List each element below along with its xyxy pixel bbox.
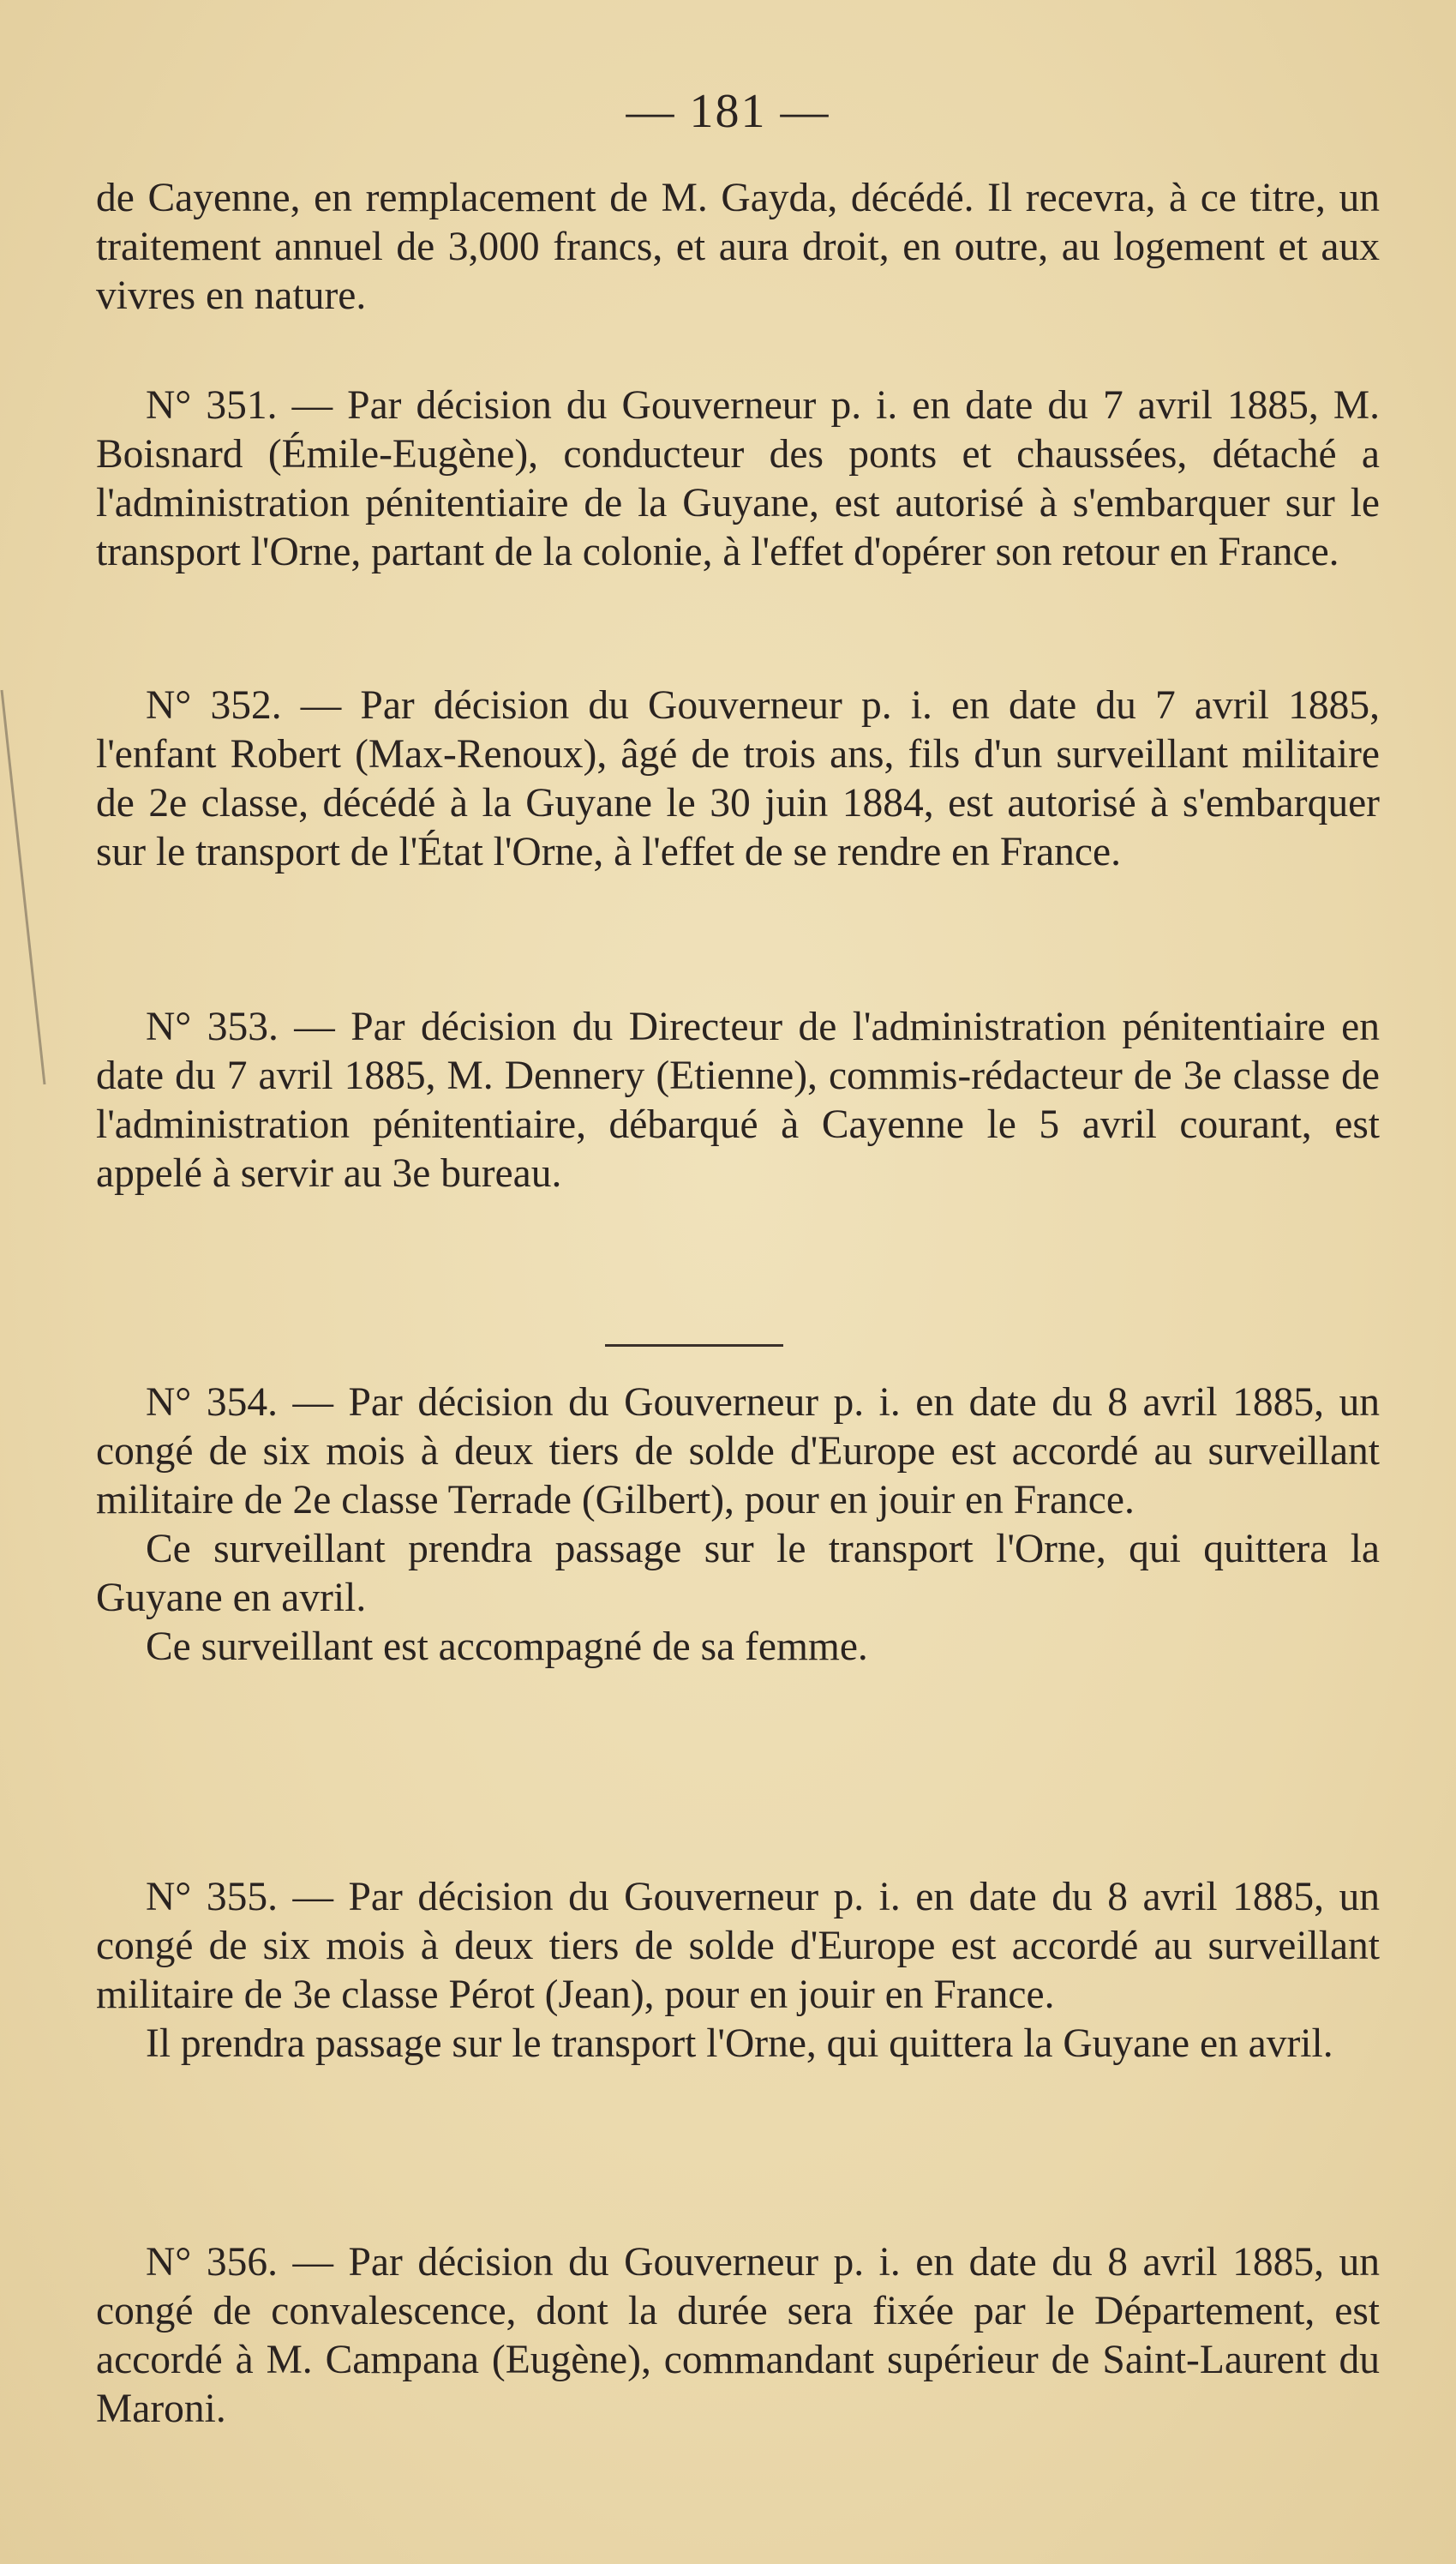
- entry-351: [96, 381, 1380, 577]
- entry-354: [96, 1378, 1380, 1672]
- entry-text: N° 354. — Par décision du Gouverneur p. i. en date du 8 avril 1885, un congé de six mois à deux tiers de solde d'Europe est accordé au surveillant militaire de 2e classe Terrade (Gilbert), pour en jouir en France.: [96, 1380, 1380, 1522]
- entry-text: Ce surveillant prendra passage sur le transport l'Orne, qui quittera la Guyane en avril.: [96, 1527, 1380, 1620]
- entry-353: [96, 1003, 1380, 1198]
- entry-text: N° 352. — Par décision du Gouverneur p. i. en date du 7 avril 1885, l'enfant Robert (Max-Renoux), âgé de trois ans, fils d'un surveillant militaire de 2e classe, décédé à la Guyane le 30 juin 1884, est autorisé à s'embarquer sur le transport de l'État l'Orne, à l'effet de se rendre en France.: [96, 683, 1380, 874]
- entry-356: [96, 2238, 1380, 2434]
- entry-text: N° 355. — Par décision du Gouverneur p. i. en date du 8 avril 1885, un congé de six mois à deux tiers de solde d'Europe est accordé au surveillant militaire de 3e classe Pérot (Jean), pour en jouir en France.: [96, 1875, 1380, 2017]
- entry-text: N° 351. — Par décision du Gouverneur p. i. en date du 7 avril 1885, M. Boisnard (Émile-Eugène), conducteur des ponts et chaussées, détaché a l'administration pénitentiaire de la Guyane, est autorisé à s'embarquer sur le transport l'Orne, partant de la colonie, à l'effet d'opérer son retour en France.: [96, 383, 1380, 574]
- margin-pencil-mark: [0, 0, 51, 1166]
- section-divider: [605, 1344, 783, 1347]
- page-number: — 181 —: [626, 85, 830, 138]
- entry-text: N° 356. — Par décision du Gouverneur p. i. en date du 8 avril 1885, un congé de convalescence, dont la durée sera fixée par le Département, est accordé à M. Campana (Eugène), commandant supérieur de Saint-Laurent du Maroni.: [96, 2240, 1380, 2431]
- entry-352: [96, 682, 1380, 877]
- continuation-paragraph: de Cayenne, en remplacement de M. Gayda, décédé. Il recevra, à ce titre, un traitement annuel de 3,000 francs, et aura droit, en outre, au logement et aux vivres en nature.: [96, 176, 1380, 318]
- entry-text: Ce surveillant est accompagné de sa femme.: [146, 1624, 868, 1669]
- entry-text: N° 353. — Par décision du Directeur de l'administration pénitentiaire en date du 7 avril 1885, M. Dennery (Etienne), commis-rédacteur de 3e classe de l'administration pénitentiaire, débarqué à Cayenne le 5 avril courant, est appelé à servir au 3e bureau.: [96, 1005, 1380, 1196]
- entry-355: [96, 1873, 1380, 2069]
- entry-text: Il prendra passage sur le transport l'Orne, qui quittera la Guyane en avril.: [146, 2021, 1333, 2066]
